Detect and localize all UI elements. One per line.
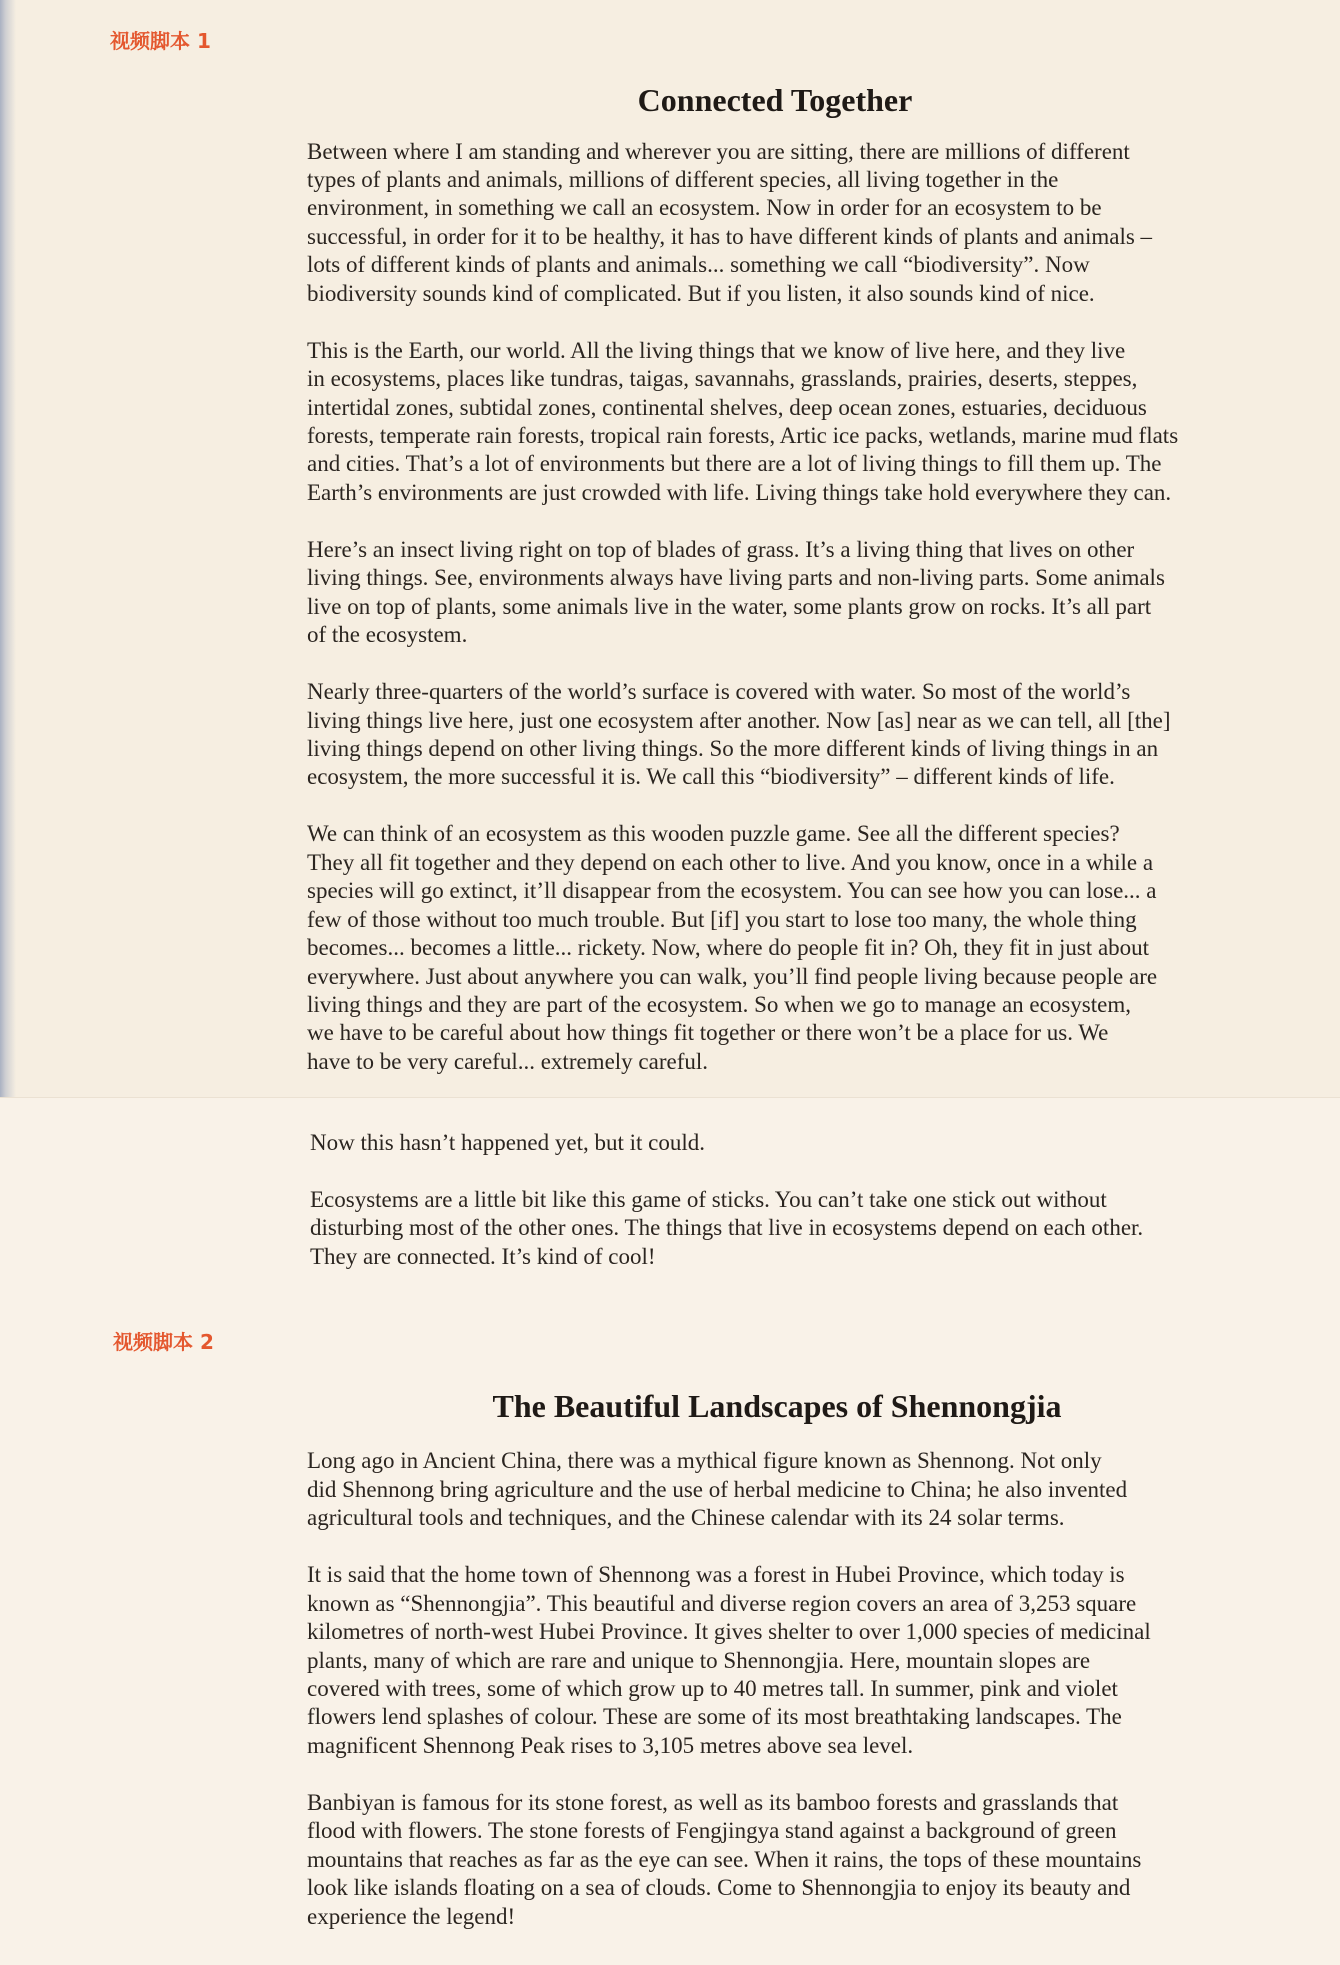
paragraph [307,138,1178,309]
text-line: We can think of an ecosystem as this wooden puzzle game. See all the different species? [307,821,1120,847]
text-line: Between where I am standing and wherever you are sitting, there are millions of different [307,138,1130,164]
script-2-body [307,1447,1151,1959]
paragraph [307,678,1178,792]
text-line: experience the legend! [307,1903,516,1929]
text-line: intertidal zones, subtidal zones, continental shelves, deep ocean zones, estuaries, deciduous [307,394,1147,420]
paragraph [307,1447,1151,1532]
paragraph [307,337,1178,508]
paragraph [307,536,1178,650]
text-line: environment, in something we call an ecosystem. Now in order for an ecosystem to be [307,195,1102,221]
text-line: living things live here, just one ecosystem after another. Now [as] near as we can tell, all [the] [307,707,1171,733]
text-line: we have to be careful about how things fit together or there won’t be a place for us. We [307,1020,1109,1046]
text-line: Earth’s environments are just crowded with life. Living things take hold everywhere they can. [307,479,1172,505]
text-line: becomes... becomes a little... rickety. Now, where do people fit in? Oh, they fit in just about [307,935,1150,961]
text-line: Here’s an insect living right on top of blades of grass. It’s a living thing that lives on other [307,536,1135,562]
text-line: ecosystem, the more successful it is. We call this “biodiversity” – different kinds of life. [307,764,1115,790]
text-line: Now this hasn’t happened yet, but it could. [310,1130,705,1155]
text-line: agricultural tools and techniques, and the Chinese calendar with its 24 solar terms. [307,1505,1065,1531]
text-line: species will go extinct, it’ll disappear from the ecosystem. You can see how you can lose... a [307,878,1157,904]
text-line: everywhere. Just about anywhere you can walk, you’ll find people living because people are [307,963,1158,989]
text-line: plants, many of which are rare and unique to Shennongjia. Here, mountain slopes are [307,1647,1091,1673]
text-line: living things. See, environments always have living parts and non-living parts. Some animals [307,565,1165,591]
paragraph [310,1186,1143,1271]
script-1-label: 视频脚本 1 [110,29,211,53]
text-line: living things depend on other living things. So the more different kinds of living things in an [307,735,1159,761]
text-line: covered with trees, some of which grow up to 40 metres tall. In summer, pink and violet [307,1676,1118,1701]
scan-edge-shadow [0,0,16,1097]
text-line: and cities. That’s a lot of environments but there are a lot of living things to fill them up. The [307,451,1162,477]
text-line: living things and they are part of the ecosystem. So when we go to manage an ecosystem, [307,992,1131,1018]
script-1-title: Connected Together [637,82,913,118]
text-line: magnificent Shennong Peak rises to 3,105 metres above sea level. [307,1732,914,1758]
text-line: disturbing most of the other ones. The things that live in ecosystems depend on each other. [310,1215,1144,1241]
script-2-label: 视频脚本 2 [113,1330,214,1354]
text-line: known as “Shennongjia”. This beautiful and diverse region covers an area of 3,253 square [307,1590,1137,1616]
paragraph [307,1789,1151,1931]
text-line: flowers lend splashes of colour. These are some of its most breathtaking landscapes. The [307,1704,1122,1730]
text-line: Nearly three-quarters of the world’s surface is covered with water. So most of the world’s [307,679,1131,705]
text-line: They all fit together and they depend on each other to live. And you know, once in a while a [307,849,1154,875]
paragraph [307,1561,1151,1760]
script-1-body [307,138,1178,1105]
text-line: in ecosystems, places like tundras, taigas, savannahs, grasslands, prairies, deserts, steppes, [307,366,1138,392]
text-line: have to be very careful... extremely careful. [307,1048,709,1074]
text-line: did Shennong bring agriculture and the use of herbal medicine to China; he also invented [307,1476,1128,1502]
text-line: look like islands floating on a sea of clouds. Come to Shennongjia to enjoy its beauty and [307,1875,1131,1901]
text-line: Ecosystems are a little bit like this game of sticks. You can’t take one stick out without [310,1186,1107,1212]
text-line: mountains that reaches as far as the eye can see. When it rains, the tops of these mountains [307,1846,1142,1872]
paragraph [307,820,1178,1076]
text-line: few of those without too much trouble. But [if] you start to lose too many, the whole thing [307,906,1137,932]
text-line: It is said that the home town of Shennong was a forest in Hubei Province, which today is [307,1562,1125,1588]
text-line: kilometres of north-west Hubei Province. It gives shelter to over 1,000 species of medicinal [307,1619,1151,1645]
text-line: Long ago in Ancient China, there was a mythical figure known as Shennong. Not only [307,1448,1102,1474]
text-line: of the ecosystem. [307,622,468,648]
text-line: types of plants and animals, millions of different species, all living together in the [307,166,1059,192]
paragraph [310,1129,1143,1157]
text-line: forests, temperate rain forests, tropical rain forests, Artic ice packs, wetlands, marine mud flats [307,423,1179,449]
script-2-title: The Beautiful Landscapes of Shennongjia [492,1388,1062,1424]
text-line: This is the Earth, our world. All the living things that we know of live here, and they live [307,337,1126,363]
text-line: biodiversity sounds kind of complicated. But if you listen, it also sounds kind of nice. [307,280,1095,306]
text-line: lots of different kinds of plants and animals... something we call “biodiversity”. Now [307,252,1090,278]
text-line: They are connected. It’s kind of cool! [310,1243,656,1269]
text-line: live on top of plants, some animals live in the water, some plants grow on rocks. It’s all part [307,593,1152,619]
text-line: flood with flowers. The stone forests of Fengjingya stand against a background of green [307,1818,1117,1844]
script-1-body-continued [310,1129,1143,1300]
text-line: successful, in order for it to be healthy, it has to have different kinds of plants and animals – [307,223,1153,249]
text-line: Banbiyan is famous for its stone forest, as well as its bamboo forests and grasslands that [307,1789,1119,1815]
